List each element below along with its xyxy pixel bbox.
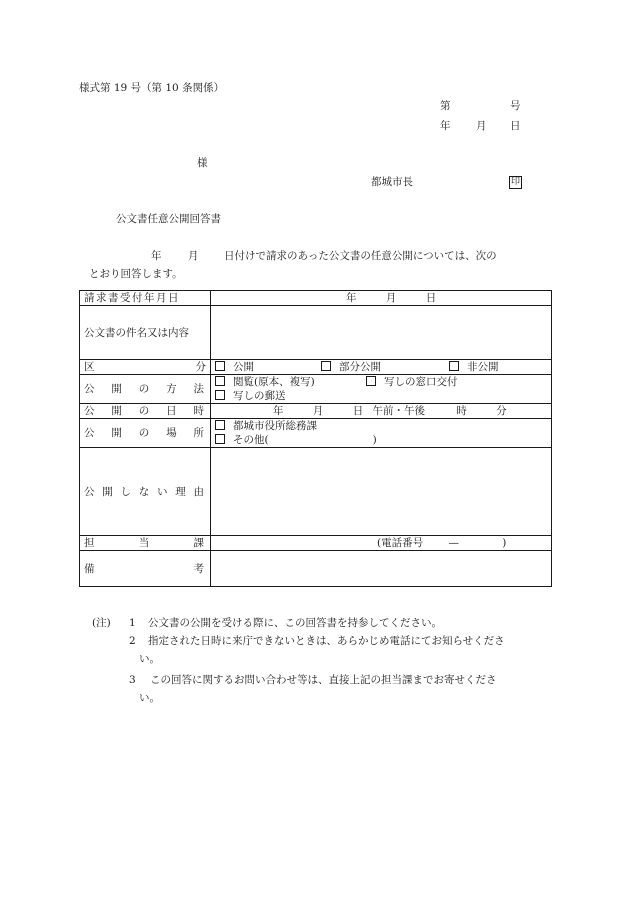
section-value[interactable] <box>211 536 552 551</box>
datetime-month: 月 <box>312 405 324 417</box>
datetime-label: 公 開 の 日 時 <box>80 404 211 419</box>
note-text: 指定された日時に来庁できないときは、あらかじめ電話にてお知らせくださ <box>148 635 505 647</box>
checkbox-icon[interactable] <box>215 420 225 430</box>
remarks-label <box>80 551 211 587</box>
date-day: 日 <box>510 120 521 132</box>
reason-value[interactable] <box>211 448 552 536</box>
checkbox-icon[interactable] <box>321 361 331 371</box>
document-title: 公文書任意公開回答書 <box>116 213 221 225</box>
received-year: 年 <box>346 292 357 304</box>
row-reason <box>80 448 552 536</box>
place-options <box>211 419 552 448</box>
category-label <box>80 360 211 375</box>
datetime-ampm: 午前・午後 <box>372 405 426 417</box>
category-option-partial[interactable]: 部分公開 <box>321 360 449 374</box>
row-section <box>80 536 552 551</box>
category-label-left: 区 <box>84 361 95 373</box>
phone-dash: — <box>448 537 459 549</box>
phone-label: (電話番号 <box>377 537 424 549</box>
category-option-public[interactable]: 公開 <box>215 360 321 374</box>
row-place <box>80 419 552 448</box>
row-method <box>80 375 552 404</box>
doc-name-label: 公文書の件名又は内容 <box>80 306 211 360</box>
datetime-minute: 分 <box>496 405 507 417</box>
checkbox-icon[interactable] <box>215 390 225 400</box>
intro-year: 年 <box>151 250 162 262</box>
datetime-day: 日 <box>352 405 364 417</box>
category-label-right: 分 <box>195 361 206 373</box>
note-text: この回答に関するお問い合わせ等は、直接上記の担当課までお寄せくださ <box>150 674 497 686</box>
phone-close: ) <box>502 537 507 549</box>
note-text: 公文書の公開を受ける際に、この回答書を持参してください。 <box>148 617 442 629</box>
row-remarks <box>80 551 552 587</box>
place-option-other[interactable]: その他( ) <box>215 433 547 447</box>
datetime-value[interactable] <box>211 404 552 419</box>
received-month: 月 <box>385 292 397 304</box>
section-label: 担 当 課 <box>80 536 211 551</box>
checkbox-icon[interactable] <box>449 361 459 371</box>
checkbox-icon[interactable] <box>366 376 376 386</box>
note-number: 2 <box>129 635 136 647</box>
method-option-counter[interactable]: 写しの窓口交付 <box>366 375 458 389</box>
checkbox-icon[interactable] <box>215 361 225 371</box>
note-number: 1 <box>129 617 136 629</box>
reason-label: 公 開 し な い 理 由 <box>80 448 211 536</box>
row-datetime <box>80 404 552 419</box>
place-option-city-hall[interactable]: 都城市役所総務課 <box>215 419 547 433</box>
addressee-honorific: 様 <box>197 157 208 169</box>
note-number: 3 <box>129 674 136 686</box>
category-option-nonpublic[interactable]: 非公開 <box>449 360 499 374</box>
sender-name: 都城市長 <box>371 176 413 188</box>
intro-month: 月 <box>188 250 199 262</box>
checkbox-icon[interactable] <box>215 376 225 386</box>
received-date-label: 請求書受付年月日 <box>80 291 211 306</box>
datetime-year: 年 <box>273 405 284 417</box>
row-doc-name <box>80 306 552 360</box>
row-received-date <box>80 291 552 306</box>
seal-mark <box>509 175 522 189</box>
datetime-hour: 時 <box>456 405 467 417</box>
method-option-mail[interactable]: 写しの郵送 <box>215 389 547 403</box>
method-label: 公 開 の 方 法 <box>80 375 211 404</box>
notes-marker: (注) <box>92 617 111 629</box>
method-option-view[interactable]: 閲覧(原本、複写) <box>215 375 366 389</box>
number-prefix: 第 <box>440 100 451 112</box>
intro-text-continued: とおり回答します。 <box>89 268 183 280</box>
received-day: 日 <box>425 292 437 304</box>
method-options <box>211 375 552 404</box>
checkbox-icon[interactable] <box>215 434 225 444</box>
date-year: 年 <box>440 120 451 132</box>
remarks-label-right: 考 <box>193 562 204 575</box>
received-date-value[interactable] <box>211 291 552 306</box>
intro-text: 日付けで請求のあった公文書の任意公開については、次の <box>224 250 497 262</box>
number-suffix: 号 <box>510 100 521 112</box>
seal-icon: 印 <box>510 177 520 187</box>
note-text-continued: い。 <box>139 653 160 665</box>
remarks-label-left: 備 <box>84 562 95 575</box>
date-month: 月 <box>476 120 487 132</box>
form-number: 様式第 19 号（第 10 条関係） <box>79 82 225 94</box>
note-text-continued: い。 <box>139 692 160 704</box>
category-options <box>211 360 552 375</box>
row-category <box>80 360 552 375</box>
doc-name-value[interactable] <box>211 306 552 360</box>
remarks-value[interactable] <box>211 551 552 587</box>
response-form-table <box>79 290 552 587</box>
place-label: 公 開 の 場 所 <box>80 419 211 448</box>
